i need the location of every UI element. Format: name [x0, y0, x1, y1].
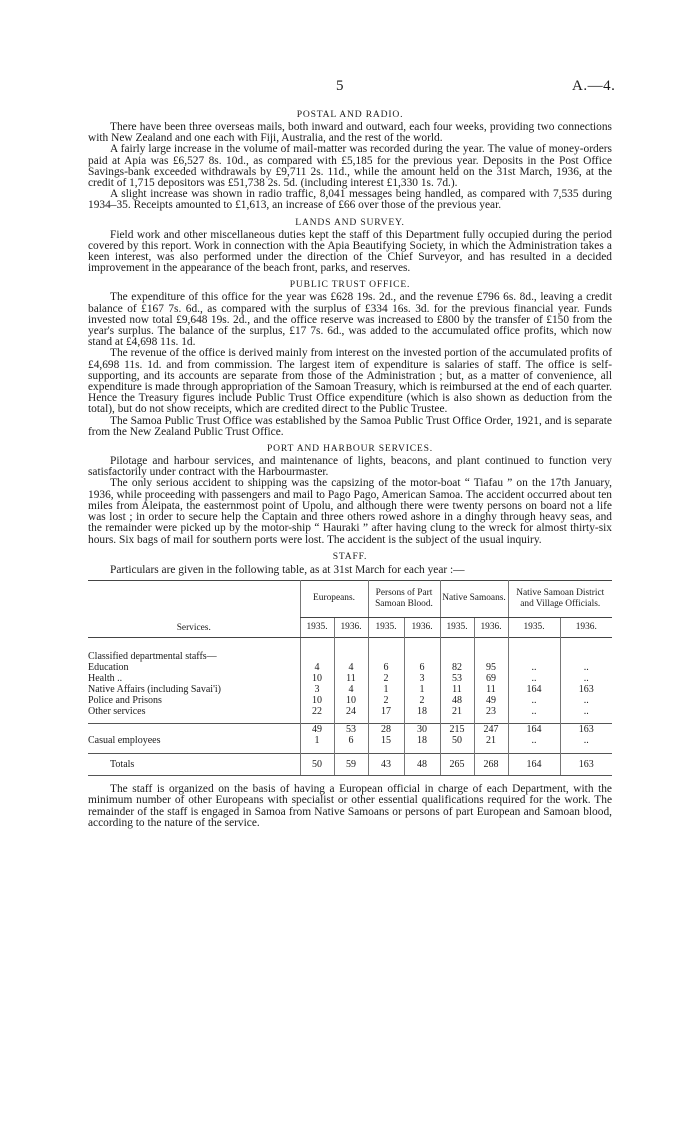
section-heading-port-harbour: PORT AND HARBOUR SERVICES. [267, 443, 433, 455]
table-cell: 11 [474, 684, 508, 695]
table-cell: 164 [508, 754, 560, 776]
paragraph: The revenue of the office is derived mainly from interest on the invested portion of the accumulated profits of £4,698 11s. 1d. and from commission. The largest item of expenditure is salaries of staff. The office is self-supporting, and its accounts are separate from those of the Administration ; but, as a matter of convenience, all expenditure is made through appropriation of the Samoan Treasury, which is reimbursed at the end of each quarter. Hence the Treasury figures include Public Trust Office expenditure (which is also shown as deduction from the total), but do not show receipts, which are credited direct to the Public Trustee. [88, 347, 612, 416]
paragraph: The Samoa Public Trust Office was established by the Samoa Public Trust Office Order, 1921, and is separate from the New Zealand Public Trust Office. [88, 414, 612, 438]
table-cell: 4 [334, 662, 368, 673]
staff-intro: Particulars are given in the following table, as at 31st March for each year :— [110, 563, 465, 576]
table-row [88, 673, 612, 684]
table-cell: 69 [474, 673, 508, 684]
table-cell: 18 [404, 706, 440, 717]
table-cell: 18 [404, 735, 440, 746]
table-cell: 49 [300, 723, 334, 735]
table-cell: 48 [404, 754, 440, 776]
row-label: Education [88, 662, 129, 674]
staff-table [88, 580, 612, 777]
table-cell: .. [560, 706, 612, 717]
table-cell: 21 [474, 735, 508, 746]
table-cell: 59 [334, 754, 368, 776]
table-cell: 215 [440, 723, 474, 735]
paragraph: There have been three overseas mails, both inward and outward, each four weeks, providing two connections with New Zealand and one each with Fiji, Australia, and the rest of the world. [88, 121, 612, 145]
table-cell: 10 [300, 695, 334, 706]
table-cell: 6 [404, 662, 440, 673]
paragraph: Field work and other miscellaneous duties kept the staff of this Department fully occupied during the period covered by this report. Work in connection with the Apia Beautifying Society, in which the Administration takes a keen interest, was also performed under the direction of the Chief Surveyor, and has resulted in a decided improvement in the appearance of the beach front, parks, and reserves. [88, 228, 612, 275]
table-cell: 53 [334, 723, 368, 735]
services-column-header: Services. [88, 580, 300, 637]
group-header-europeans: Europeans. [300, 580, 368, 617]
table-cell: 1 [300, 735, 334, 746]
paragraph: The expenditure of this office for the year was £628 19s. 2d., and the revenue £796 6s. 8d., leaving a credit balance of £167 7s. 6d., as compared with the surplus of £334 16s. 3d. for the previous financial year. Funds invested now total £9,648 19s. 2d., and the office reserve was increased to £800 by the transfer of £150 from the year's surplus. The balance of the surplus, £17 7s. 6d., was added to the accumulated office profits, which now stand at £4,698 11s. 1d. [88, 291, 612, 349]
table-cell: 164 [508, 684, 560, 695]
document-body [88, 104, 612, 829]
table-cell: 50 [440, 735, 474, 746]
row-label: Police and Prisons [88, 695, 162, 707]
table-cell: 10 [300, 673, 334, 684]
table-cell: 53 [440, 673, 474, 684]
table-row [88, 706, 612, 717]
table-cell: .. [508, 735, 560, 746]
table-cell: 11 [440, 684, 474, 695]
table-cell: 82 [440, 662, 474, 673]
row-label: Other services [88, 706, 146, 718]
year-header: 1936. [404, 617, 440, 637]
table-cell: .. [508, 673, 560, 684]
table-cell: .. [508, 662, 560, 673]
table-cell: 24 [334, 706, 368, 717]
table-cell: 10 [334, 695, 368, 706]
year-header: 1936. [560, 617, 612, 637]
table-cell: 4 [334, 684, 368, 695]
table-cell: 48 [440, 695, 474, 706]
table-cell: 21 [440, 706, 474, 717]
table-cell: 4 [300, 662, 334, 673]
table-cell: 30 [404, 723, 440, 735]
table-cell: .. [560, 673, 612, 684]
table-row [88, 684, 612, 695]
totals-row [88, 754, 612, 776]
document-reference: A.—4. [572, 78, 616, 94]
classified-staff-label: Classified departmental staffs— [88, 651, 217, 663]
table-cell: 6 [368, 662, 404, 673]
table-cell: .. [560, 735, 612, 746]
table-cell: 1 [404, 684, 440, 695]
table-cell: .. [560, 695, 612, 706]
table-cell: .. [560, 662, 612, 673]
table-cell: .. [508, 706, 560, 717]
table-cell: 164 [508, 723, 560, 735]
table-cell: 2 [404, 695, 440, 706]
subtotal-row [88, 723, 612, 735]
section-heading-lands-survey: LANDS AND SURVEY. [295, 216, 405, 228]
table-cell: .. [508, 695, 560, 706]
table-cell: 247 [474, 723, 508, 735]
page-number: 5 [336, 78, 344, 94]
table-row [88, 662, 612, 673]
table-cell: 43 [368, 754, 404, 776]
row-label: Native Affairs (including Savai'i) [88, 684, 221, 696]
table-cell: 6 [334, 735, 368, 746]
table-cell: 265 [440, 754, 474, 776]
table-row [88, 695, 612, 706]
table-cell: 23 [474, 706, 508, 717]
row-label: Totals [88, 754, 300, 776]
table-cell: 50 [300, 754, 334, 776]
section-heading-staff: STAFF. [332, 550, 368, 562]
table-cell: 3 [300, 684, 334, 695]
table-cell: 2 [368, 695, 404, 706]
table-cell: 3 [404, 673, 440, 684]
table-cell: 163 [560, 754, 612, 776]
paragraph: The only serious accident to shipping was the capsizing of the motor-boat “ Tiafau ” on the 17th January, 1936, while proceeding with passengers and mail to Pago Pago, American Samoa. The accident occurred about ten miles from Aleipata, the easternmost point of Upolu, and although there were twenty persons on board not a life was lost ; in order to secure help the Captain and three others rowed ashore in a dinghy through heavy seas, and the remainder were picked up by the motor-ship “ Hauraki ” after having clung to the wreck for almost thirty-six hours. Six bags of mail for southern ports were lost. The accident is the subject of the usual inquiry. [88, 477, 612, 546]
paragraph: The staff is organized on the basis of having a European official in charge of each Department, with the minimum number of other Europeans with specialist or other essential qualifications required for the work. The remainder of the staff is engaged in Samoa from Native Samoans or persons of part European and Samoan blood, according to the nature of the service. [88, 783, 612, 829]
table-cell: 163 [560, 723, 612, 735]
row-label: Casual employees [88, 734, 161, 746]
year-header: 1935. [368, 617, 404, 637]
group-header-village-officials: Native Samoan District and Village Officials. [508, 580, 612, 617]
section-heading-public-trust: PUBLIC TRUST OFFICE. [289, 279, 411, 291]
table-cell: 268 [474, 754, 508, 776]
year-header: 1936. [334, 617, 368, 637]
year-header: 1935. [300, 617, 334, 637]
table-cell: 22 [300, 706, 334, 717]
year-header: 1935. [440, 617, 474, 637]
table-cell: 95 [474, 662, 508, 673]
year-header: 1936. [474, 617, 508, 637]
section-heading-postal-radio: POSTAL AND RADIO. [296, 109, 404, 120]
table-cell: 15 [368, 735, 404, 746]
casual-row [88, 735, 612, 746]
table-cell: 11 [334, 673, 368, 684]
table-cell: 17 [368, 706, 404, 717]
paragraph: A fairly large increase in the volume of mail-matter was recorded during the year. The value of money-orders paid at Apia was £6,527 8s. 10d., as compared with £5,185 for the previous year. Deposits in the Post Office Savings-bank exceeded withdrawals by £9,711 2s. 11d., while the amount held on the 31st March, 1936, at the credit of 1,715 depositors was £51,738 2s. 5d. (including interest £1,330 1s. 7d.). [88, 143, 612, 190]
year-header: 1935. [508, 617, 560, 637]
paragraph: A slight increase was shown in radio traffic, 8,041 messages being handled, as compared with 7,535 during 1934–35. Receipts amounted to £1,613, an increase of £66 over those of the previous year. [88, 188, 612, 212]
table-cell: 49 [474, 695, 508, 706]
group-header-native-samoans: Native Samoans. [440, 580, 508, 617]
table-cell: 163 [560, 684, 612, 695]
table-cell: 28 [368, 723, 404, 735]
table-cell: 2 [368, 673, 404, 684]
row-label: Health .. [88, 673, 123, 685]
paragraph: Pilotage and harbour services, and maintenance of lights, beacons, and plant continued to function very satisfactorily under contract with the Harbourmaster. [88, 455, 612, 479]
table-cell: 1 [368, 684, 404, 695]
group-header-part-samoan: Persons of Part Samoan Blood. [368, 580, 440, 617]
